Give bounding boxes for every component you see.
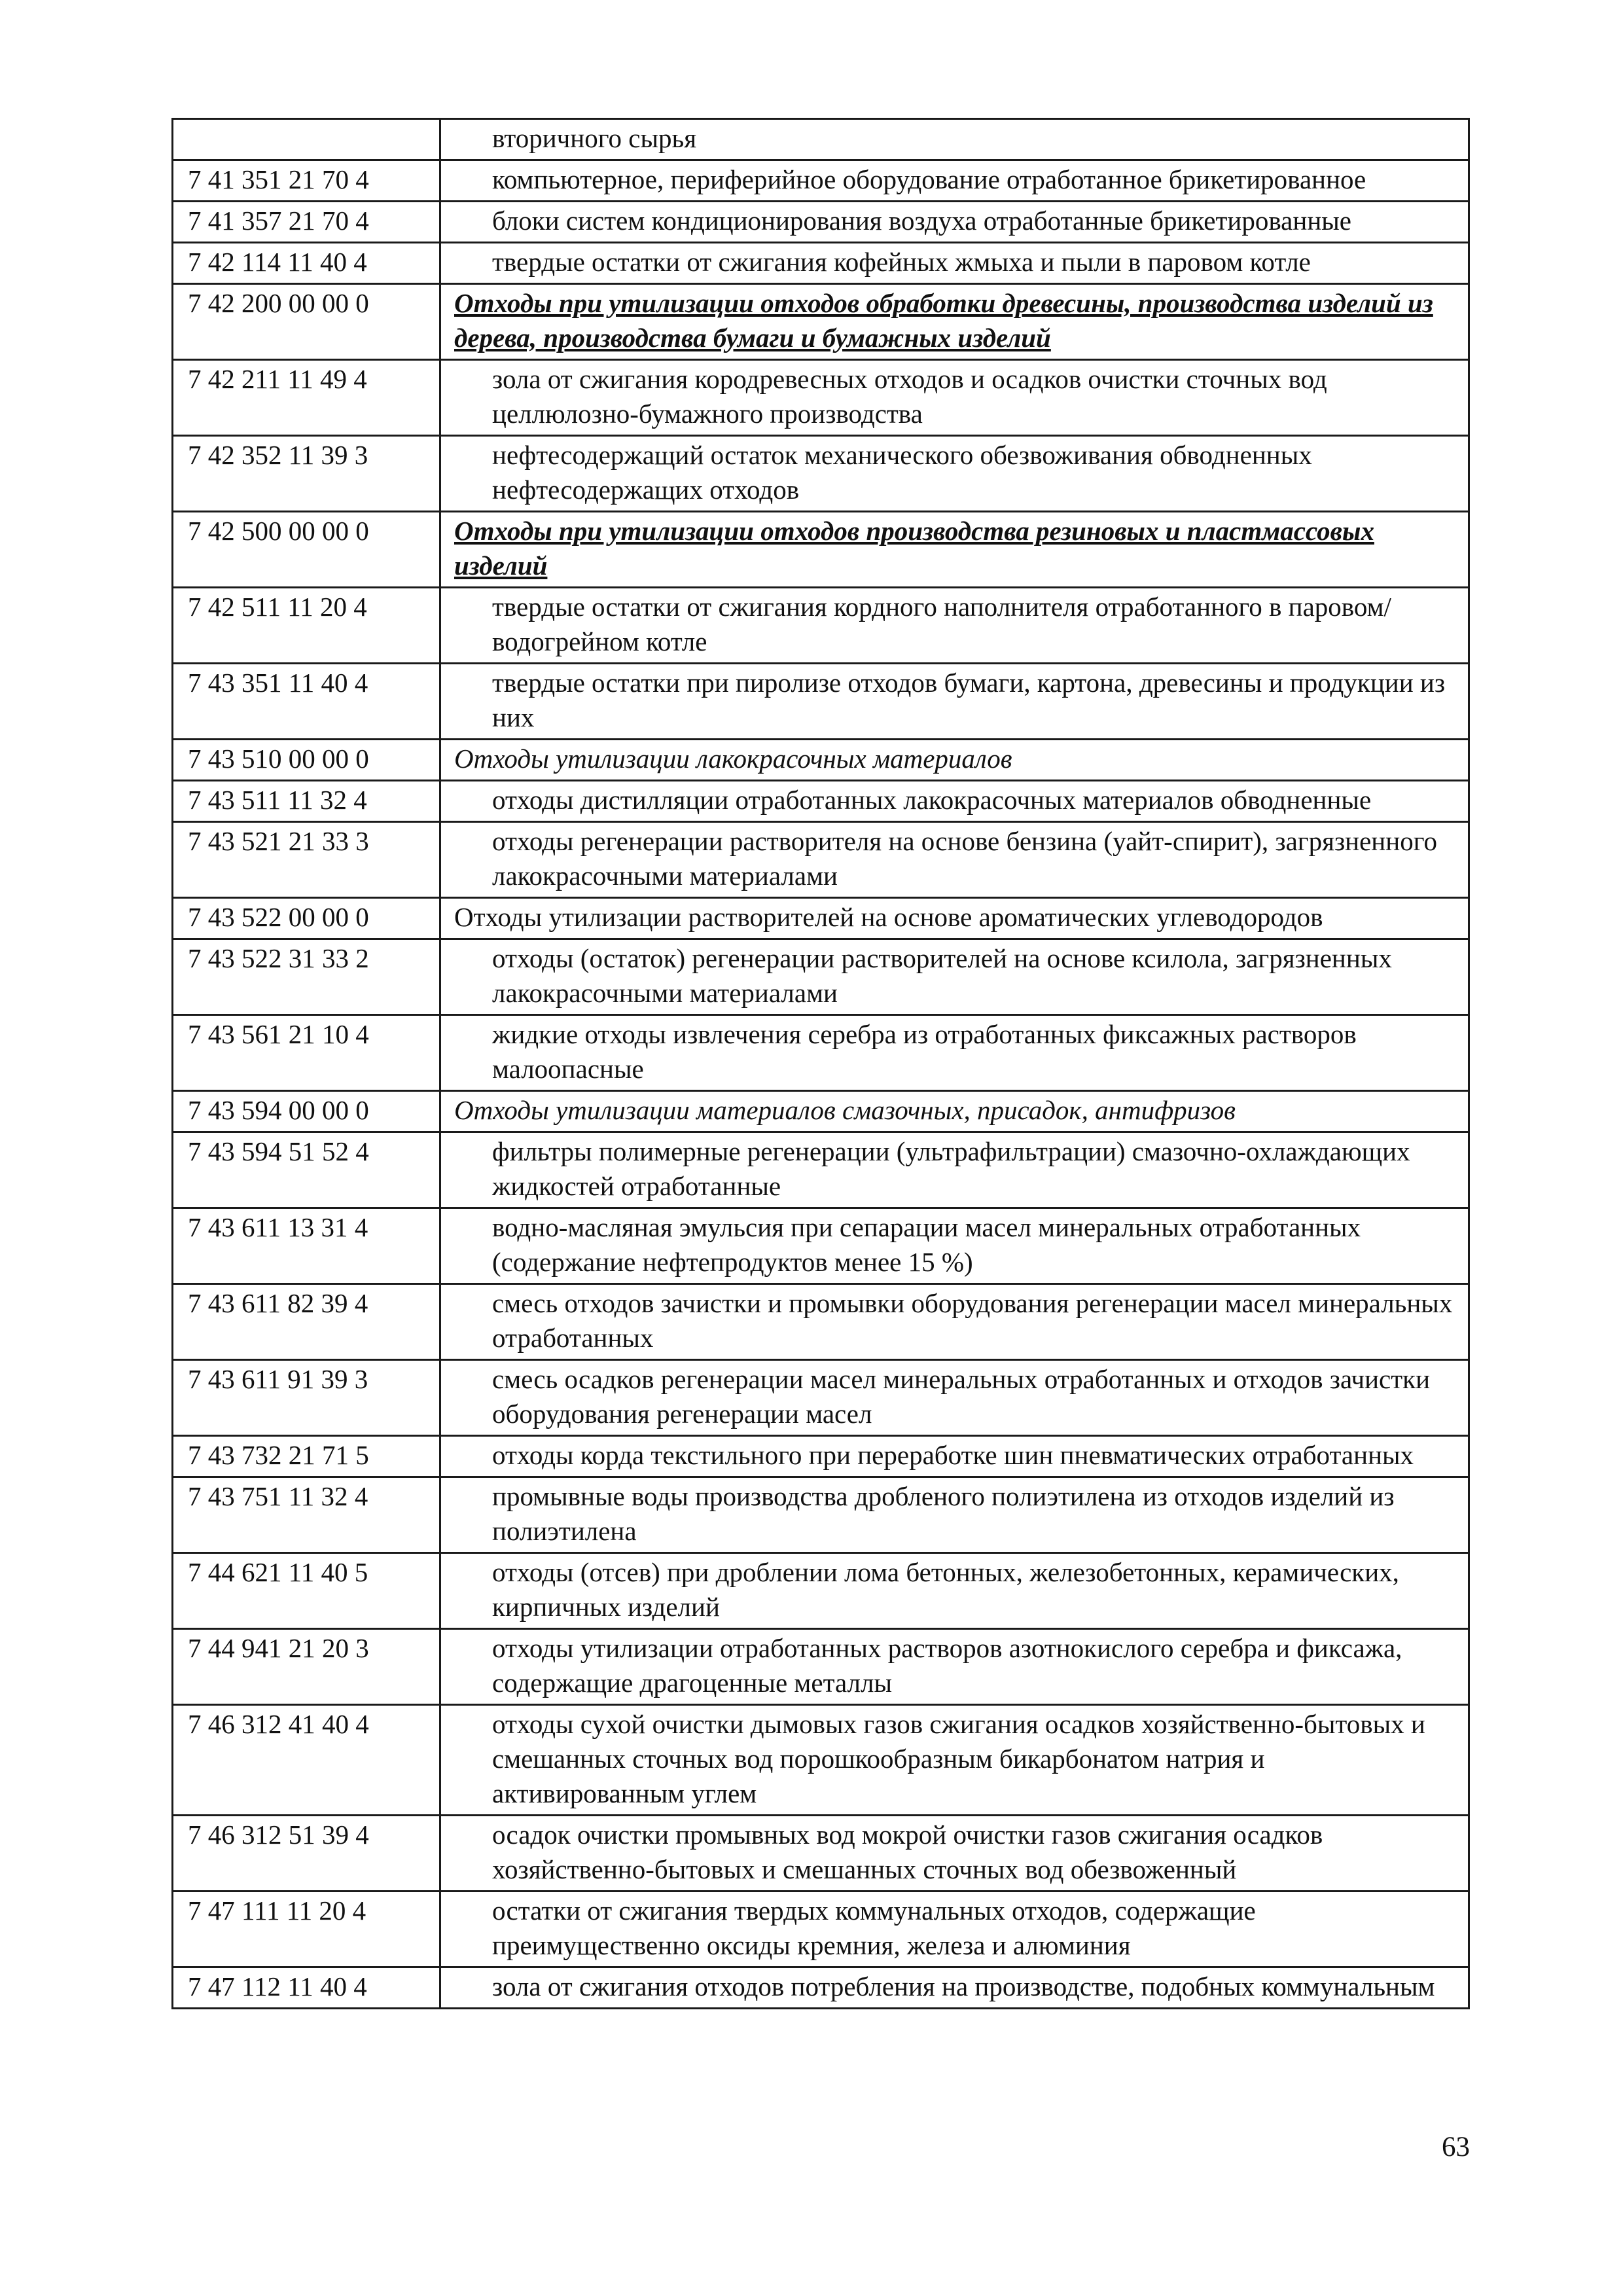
table-row <box>173 664 1469 740</box>
table-row <box>173 360 1469 436</box>
waste-description-cell <box>440 939 1469 1015</box>
table-group-row <box>173 740 1469 781</box>
waste-code-cell: 7 43 510 00 00 0 <box>173 740 440 781</box>
waste-code-cell: 7 43 732 21 71 5 <box>173 1436 440 1477</box>
waste-description-cell <box>440 1629 1469 1705</box>
table-row <box>173 1967 1469 2009</box>
waste-code-cell: 7 47 111 11 20 4 <box>173 1892 440 1967</box>
table-row <box>173 1629 1469 1705</box>
table-row <box>173 119 1469 160</box>
waste-code-cell: 7 43 751 11 32 4 <box>173 1477 440 1553</box>
table-group-row <box>173 512 1469 588</box>
table-row <box>173 1132 1469 1208</box>
table-row <box>173 1015 1469 1091</box>
waste-description-cell <box>440 588 1469 664</box>
waste-description-cell <box>440 664 1469 740</box>
waste-description-text: Отходы утилизации растворителей на основе ароматических углеводородов <box>454 902 1323 932</box>
waste-description-text: отходы корда текстильного при переработке шин пневматических отработанных <box>492 1440 1414 1470</box>
waste-description-cell <box>440 822 1469 898</box>
table-row <box>173 436 1469 512</box>
waste-code-cell <box>173 119 440 160</box>
waste-code-cell: 7 46 312 41 40 4 <box>173 1705 440 1816</box>
waste-code-cell: 7 43 611 91 39 3 <box>173 1360 440 1436</box>
waste-description-text: вторичного сырья <box>492 123 697 153</box>
waste-description-cell <box>440 360 1469 436</box>
table-row <box>173 1892 1469 1967</box>
waste-description-cell <box>440 898 1469 939</box>
waste-description-cell <box>440 243 1469 284</box>
waste-description-text: зола от сжигания отходов потребления на производстве, подобных коммунальным <box>492 1971 1435 2001</box>
waste-description-cell <box>440 1705 1469 1816</box>
waste-code-cell: 7 43 521 21 33 3 <box>173 822 440 898</box>
table-row <box>173 1553 1469 1629</box>
table-row <box>173 1360 1469 1436</box>
waste-code-cell: 7 41 351 21 70 4 <box>173 160 440 202</box>
waste-code-cell: 7 43 351 11 40 4 <box>173 664 440 740</box>
waste-code-cell: 7 42 114 11 40 4 <box>173 243 440 284</box>
table-row <box>173 1816 1469 1892</box>
waste-description-cell <box>440 1967 1469 2009</box>
table-row <box>173 202 1469 243</box>
waste-description-cell <box>440 781 1469 822</box>
waste-description-cell <box>440 512 1469 588</box>
waste-description-text: твердые остатки от сжигания кордного наполнителя отработанного в паровом/водогрейном котле <box>492 592 1391 656</box>
waste-description-cell <box>440 160 1469 202</box>
waste-description-text: фильтры полимерные регенерации (ультрафильтрации) смазочно-охлаждающих жидкостей отработанные <box>492 1136 1410 1201</box>
waste-description-cell <box>440 119 1469 160</box>
waste-code-cell: 7 43 522 31 33 2 <box>173 939 440 1015</box>
waste-description-text: отходы (отсев) при дроблении лома бетонных, железобетонных, керамических, кирпичных изделий <box>492 1557 1399 1622</box>
waste-description-text: отходы сухой очистки дымовых газов сжигания осадков хозяйственно-бытовых и смешанных сточных вод порошкообразным бикарбонатом натрия и активированным углем <box>492 1709 1425 1808</box>
table-group-row <box>173 284 1469 360</box>
waste-code-cell: 7 43 522 00 00 0 <box>173 898 440 939</box>
waste-code-cell: 7 44 621 11 40 5 <box>173 1553 440 1629</box>
table-row <box>173 1477 1469 1553</box>
waste-description-cell <box>440 202 1469 243</box>
waste-description-cell <box>440 284 1469 360</box>
waste-code-cell: 7 43 594 00 00 0 <box>173 1091 440 1132</box>
waste-description-cell <box>440 1360 1469 1436</box>
waste-code-cell: 7 43 594 51 52 4 <box>173 1132 440 1208</box>
table-row <box>173 822 1469 898</box>
waste-description-cell <box>440 740 1469 781</box>
table-row <box>173 939 1469 1015</box>
waste-description-text: блоки систем кондиционирования воздуха отработанные брикетированные <box>492 206 1352 236</box>
waste-description-text: твердые остатки от сжигания кофейных жмыха и пыли в паровом котле <box>492 247 1311 277</box>
waste-description-cell <box>440 1892 1469 1967</box>
waste-description-cell <box>440 1284 1469 1360</box>
table-row <box>173 781 1469 822</box>
waste-code-cell: 7 43 611 13 31 4 <box>173 1208 440 1284</box>
waste-description-text: Отходы при утилизации отходов производства резиновых и пластмассовых изделий <box>454 516 1374 581</box>
waste-description-text: Отходы при утилизации отходов обработки древесины, производства изделий из дерева, производства бумаги и бумажных изделий <box>454 288 1433 353</box>
waste-description-text: отходы регенерации растворителя на основе бензина (уайт-спирит), загрязненного лакокрасочными материалами <box>492 826 1437 891</box>
waste-description-cell <box>440 1091 1469 1132</box>
waste-description-text: твердые остатки при пиролизе отходов бумаги, картона, древесины и продукции из них <box>492 668 1446 732</box>
waste-description-text: осадок очистки промывных вод мокрой очистки газов сжигания осадков хозяйственно-бытовых и смешанных сточных вод обезвоженный <box>492 1820 1323 1884</box>
waste-code-cell: 7 47 112 11 40 4 <box>173 1967 440 2009</box>
waste-description-text: жидкие отходы извлечения серебра из отработанных фиксажных растворов малоопасные <box>492 1019 1357 1084</box>
table-row <box>173 243 1469 284</box>
waste-description-cell <box>440 1816 1469 1892</box>
waste-description-cell <box>440 1015 1469 1091</box>
waste-description-text: остатки от сжигания твердых коммунальных отходов, содержащие преимущественно оксиды кремния, железа и алюминия <box>492 1895 1256 1960</box>
waste-code-cell: 7 43 511 11 32 4 <box>173 781 440 822</box>
waste-description-cell <box>440 1553 1469 1629</box>
waste-description-text: отходы утилизации отработанных растворов азотнокислого серебра и фиксажа, содержащие драгоценные металлы <box>492 1633 1402 1698</box>
waste-description-cell <box>440 1477 1469 1553</box>
waste-description-text: смесь осадков регенерации масел минеральных отработанных и отходов зачистки оборудования регенерации масел <box>492 1364 1431 1429</box>
page-number: 63 <box>1442 2132 1470 2162</box>
waste-description-text: отходы (остаток) регенерации растворителей на основе ксилола, загрязненных лакокрасочными материалами <box>492 943 1392 1008</box>
table-body <box>173 119 1469 2009</box>
waste-description-text: промывные воды производства дробленого полиэтилена из отходов изделий из полиэтилена <box>492 1481 1395 1546</box>
waste-description-text: компьютерное, периферийное оборудование отработанное брикетированное <box>492 164 1366 194</box>
waste-description-text: отходы дистилляции отработанных лакокрасочных материалов обводненные <box>492 785 1372 815</box>
waste-code-cell: 7 42 200 00 00 0 <box>173 284 440 360</box>
table-row <box>173 160 1469 202</box>
waste-code-cell: 7 43 561 21 10 4 <box>173 1015 440 1091</box>
table-group-row <box>173 1091 1469 1132</box>
waste-code-cell: 7 44 941 21 20 3 <box>173 1629 440 1705</box>
waste-description-text: Отходы утилизации лакокрасочных материалов <box>454 744 1012 774</box>
waste-code-cell: 7 41 357 21 70 4 <box>173 202 440 243</box>
waste-code-cell: 7 42 511 11 20 4 <box>173 588 440 664</box>
waste-code-cell: 7 42 352 11 39 3 <box>173 436 440 512</box>
table-row <box>173 1284 1469 1360</box>
waste-description-text: смесь отходов зачистки и промывки оборудования регенерации масел минеральных отработанных <box>492 1288 1453 1353</box>
table-row <box>173 588 1469 664</box>
waste-description-cell <box>440 1208 1469 1284</box>
waste-description-cell <box>440 1132 1469 1208</box>
waste-description-text: зола от сжигания кородревесных отходов и осадков очистки сточных вод целлюлозно-бумажного производства <box>492 364 1327 429</box>
waste-code-cell: 7 43 611 82 39 4 <box>173 1284 440 1360</box>
waste-description-text: нефтесодержащий остаток механического обезвоживания обводненных нефтесодержащих отходов <box>492 440 1312 505</box>
table-group-row <box>173 898 1469 939</box>
table-row <box>173 1208 1469 1284</box>
waste-code-cell: 7 42 500 00 00 0 <box>173 512 440 588</box>
table-row <box>173 1436 1469 1477</box>
waste-description-text: Отходы утилизации материалов смазочных, присадок, антифризов <box>454 1095 1236 1125</box>
waste-code-cell: 7 42 211 11 49 4 <box>173 360 440 436</box>
table-row <box>173 1705 1469 1816</box>
waste-description-cell <box>440 1436 1469 1477</box>
waste-description-text: водно-масляная эмульсия при сепарации масел минеральных отработанных (содержание нефтепродуктов менее 15 %) <box>492 1212 1361 1277</box>
waste-code-cell: 7 46 312 51 39 4 <box>173 1816 440 1892</box>
waste-description-cell <box>440 436 1469 512</box>
waste-classification-table <box>171 118 1470 2009</box>
